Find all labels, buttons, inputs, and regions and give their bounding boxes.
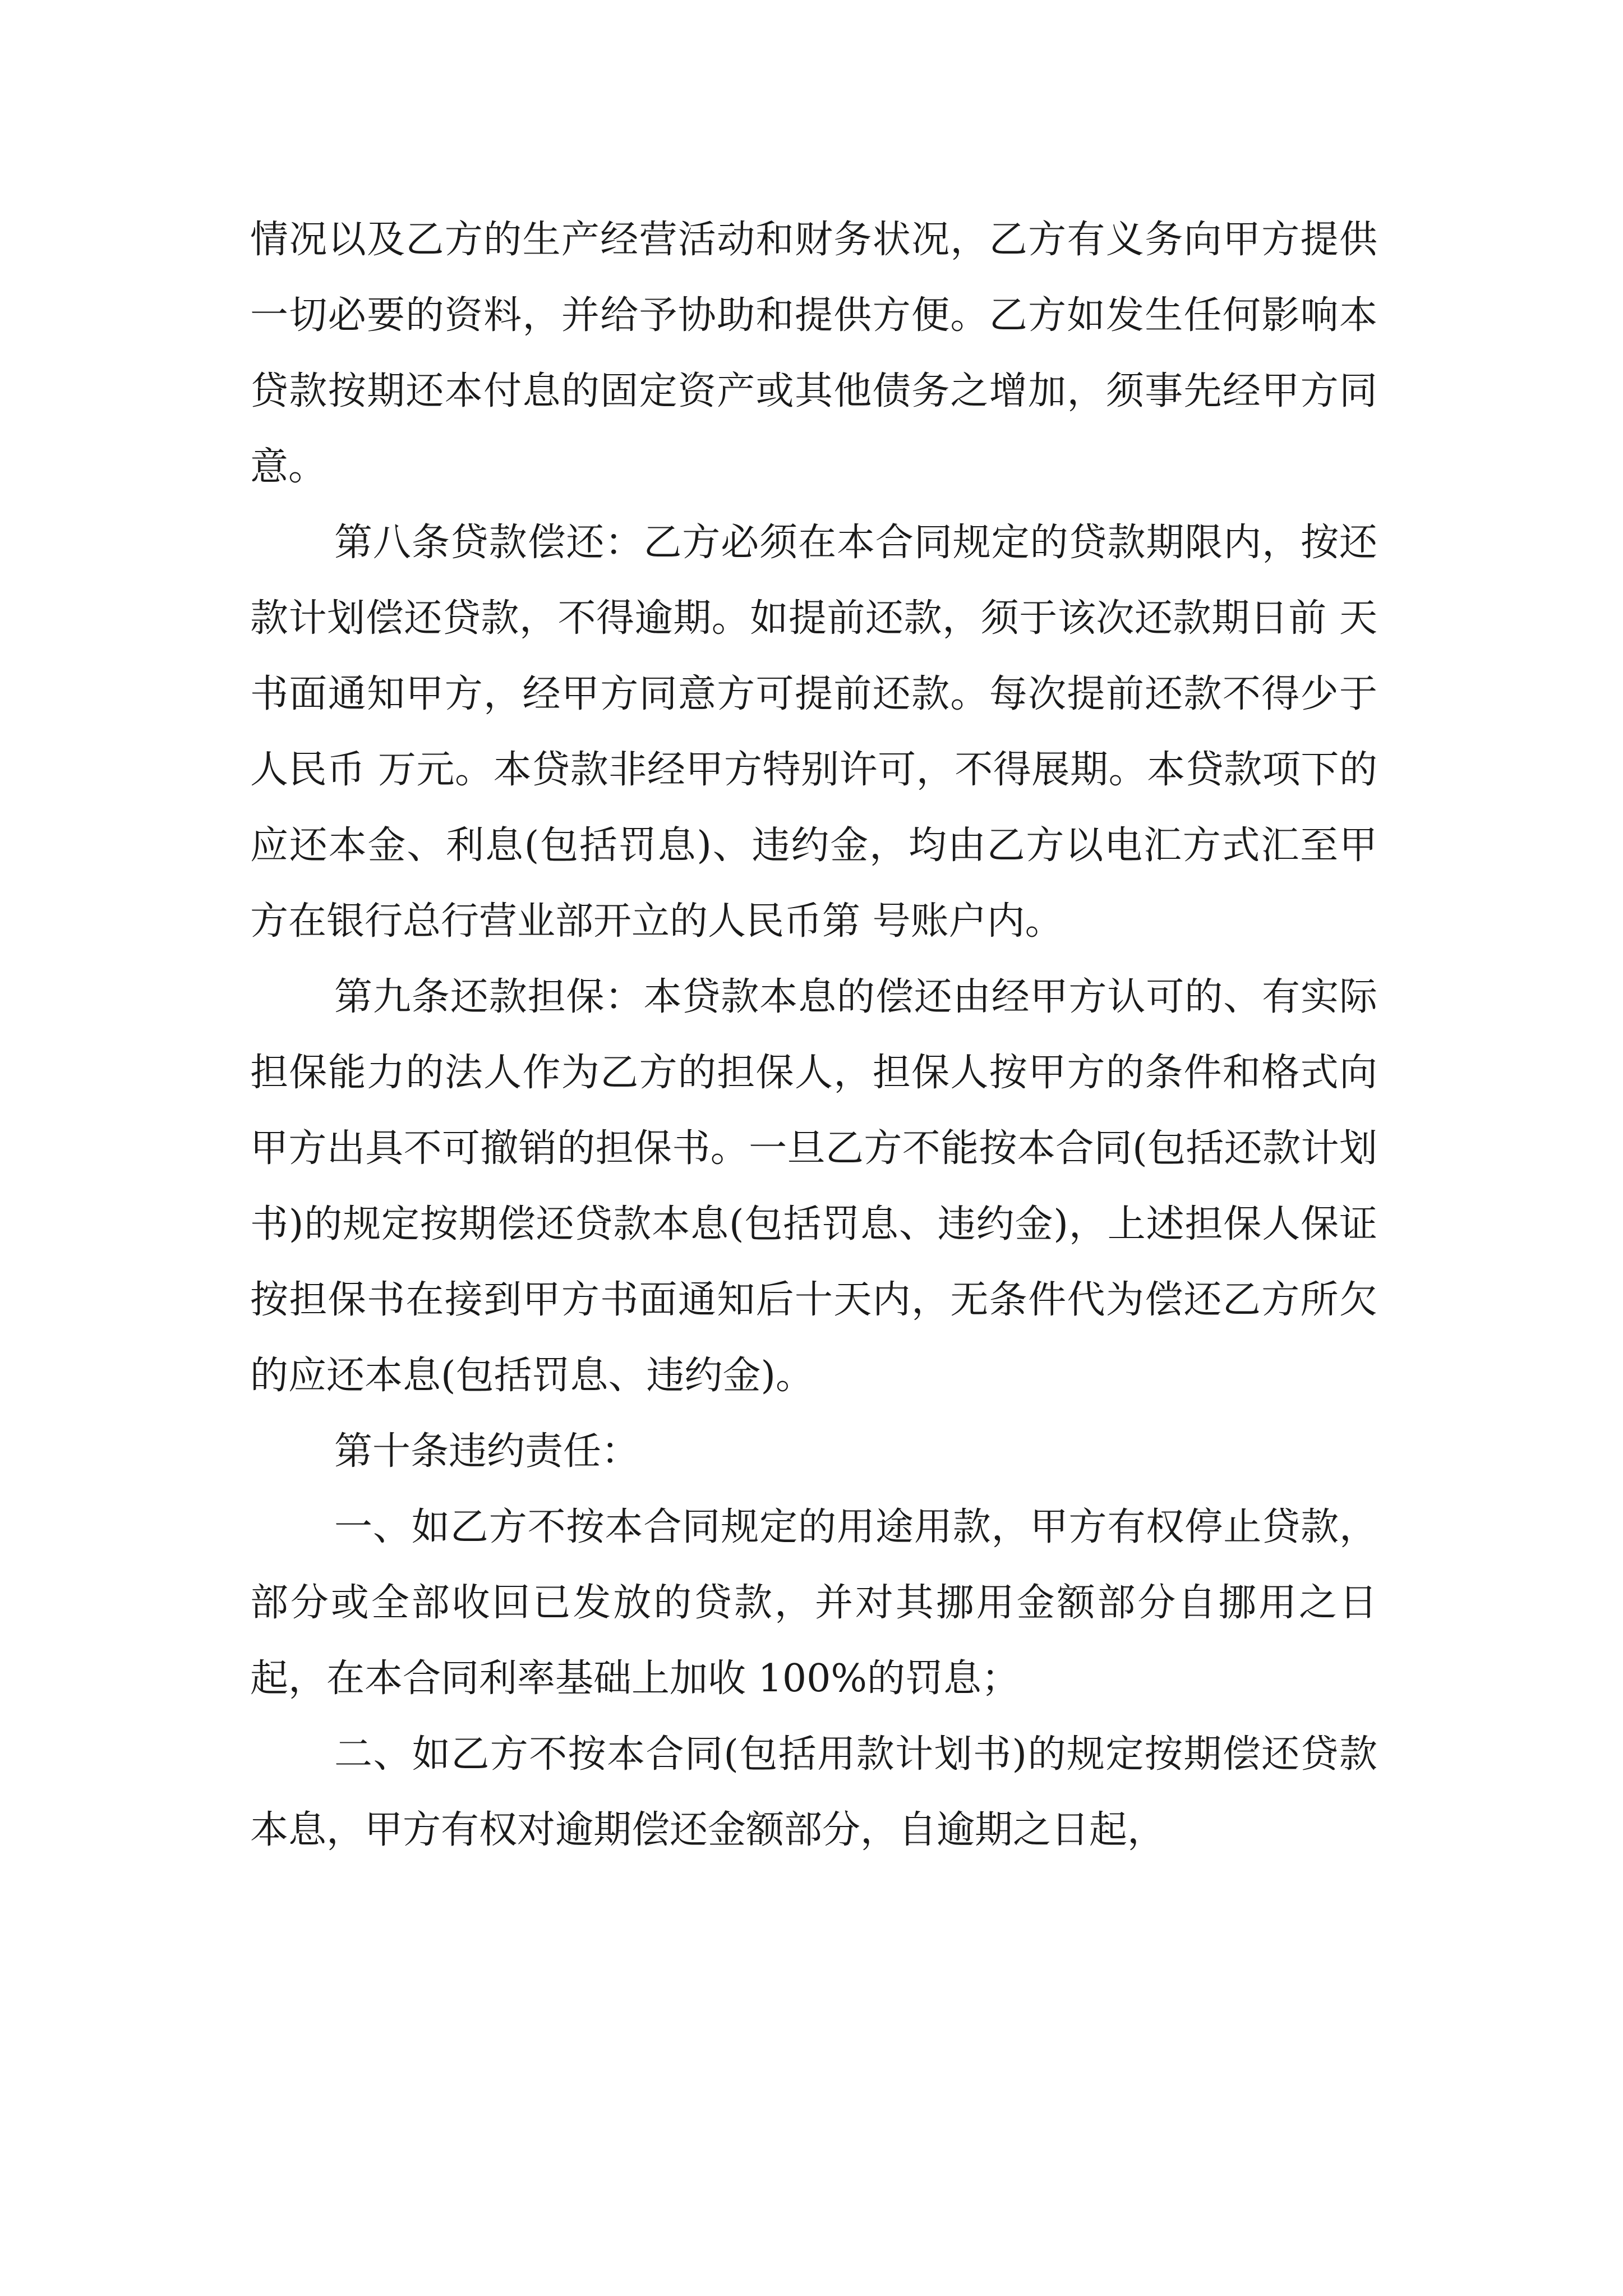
paragraph-article-10-item-2: 二、如乙方不按本合同(包括用款计划书)的规定按期偿还贷款本息，甲方有权对逾期偿还金额部分，自逾期之日起，	[250, 1732, 1377, 1852]
paragraph-article-8-loan-repayment: 第八条贷款偿还：乙方必须在本合同规定的贷款期限内，按还款计划偿还贷款，不得逾期。如提前还款，须于该次还款期日前 天书面通知甲方，经甲方同意方可提前还款。每次提前还款不得少于人民币 万元。本贷款非经甲方特别许可，不得展期。本贷款项下的应还本金、利息(包括罚息)、违约金，均由乙方以电汇方式汇至甲方在银行总行营业部开立的人民币第 号账户内。	[250, 521, 1377, 944]
paragraph-article-9-repayment-guarantee: 第九条还款担保：本贷款本息的偿还由经甲方认可的、有实际担保能力的法人作为乙方的担保人，担保人按甲方的条件和格式向甲方出具不可撤销的担保书。一旦乙方不能按本合同(包括还款计划书)的规定按期偿还贷款本息(包括罚息、违约金)，上述担保人保证按担保书在接到甲方书面通知后十天内，无条件代为偿还乙方所欠的应还本息(包括罚息、违约金)。	[250, 975, 1377, 1398]
paragraph-article-10-heading: 第十条违约责任：	[334, 1429, 640, 1474]
paragraph-article-10-item-1: 一、如乙方不按本合同规定的用途用款，甲方有权停止贷款，部分或全部收回已发放的贷款，并对其挪用金额部分自挪用之日起，在本合同利率基础上加收 100%的罚息；	[250, 1505, 1377, 1701]
paragraph-continuation: 情况以及乙方的生产经营活动和财务状况，乙方有义务向甲方提供一切必要的资料，并给予协助和提供方便。乙方如发生任何影响本贷款按期还本付息的固定资产或其他债务之增加，须事先经甲方同意。	[250, 218, 1377, 489]
document-body	[250, 202, 1377, 1868]
